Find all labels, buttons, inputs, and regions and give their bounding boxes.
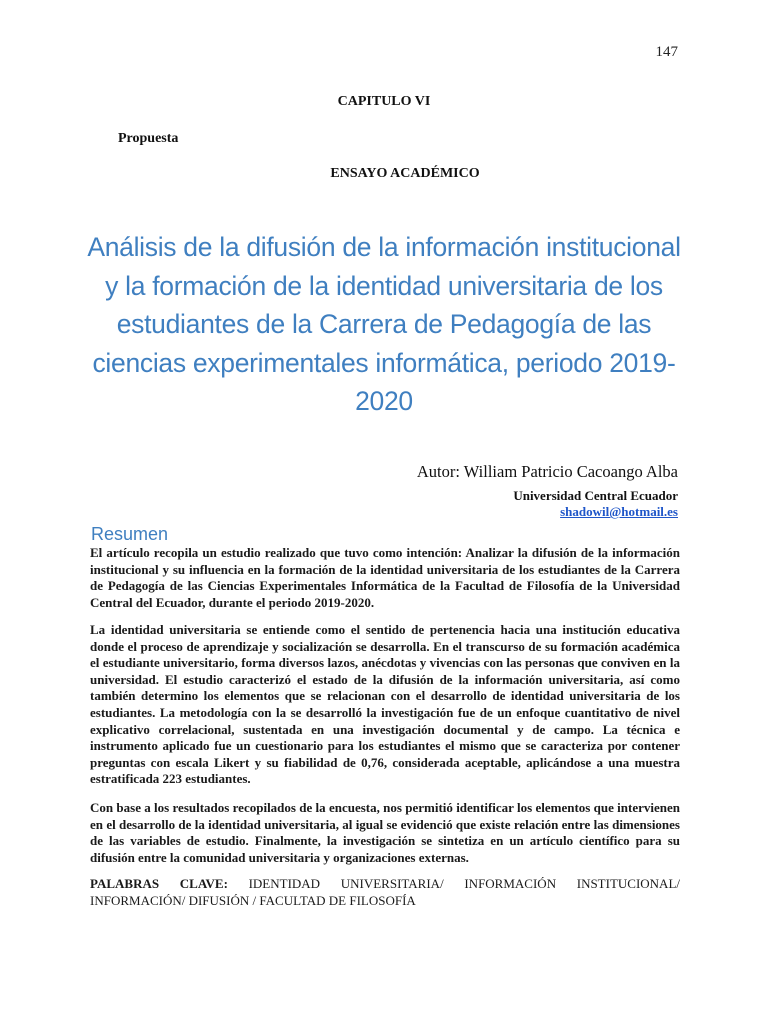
genre-heading: ENSAYO ACADÉMICO xyxy=(330,166,480,181)
email-link[interactable]: shadowil@hotmail.es xyxy=(560,504,678,519)
author-line: Autor: William Patricio Cacoango Alba xyxy=(416,462,678,481)
abstract-heading: Resumen xyxy=(91,524,169,544)
abstract-paragraph-3: Con base a los resultados recopilados de la encuesta, nos permitió identificar los elementos que intervienen en el desarrollo de la identidad universitaria, al igual se evidenció que existe relación entre las dimensiones de las variables de estudio. Finalmente, la investigación se sintetiza en un artículo científico para su difusión entre la comunidad universitaria y organizaciones externas. xyxy=(90,800,680,865)
chapter-heading: CAPITULO VI xyxy=(337,94,431,109)
abstract-paragraph-2: La identidad universitaria se entiende como el sentido de pertenencia hacia una institución educativa donde el proceso de aprendizaje y socialización se desarrolla. En el transcurso de su formación académica el estudiante universitario, forma diversos lazos, anécdotas y vivencias con las personas que conviven en la universidad. El estudio caracterizó el estado de la difusión de la información universitaria, así como también determino los elementos que se relacionan con el desarrollo de identidad universitaria de los estudiantes. La metodología con la se desarrolló la investigación fue de un enfoque cuantitativo de nivel explicativo correlacional, sustentada en una investigación documental y de campo. La técnica e instrumento aplicado fue un cuestionario para los estudiantes el mismo que se caracteriza por contener preguntas con escala Likert y su fiabilidad de 0,76, considerada aceptable, aplicándose a una muestra estratificada 223 estudiantes. xyxy=(90,622,680,787)
section-heading: Propuesta xyxy=(118,131,179,146)
keywords-label: PALABRAS CLAVE: xyxy=(90,876,228,891)
affiliation: Universidad Central Ecuador xyxy=(513,488,678,503)
abstract-paragraph-1: El artículo recopila un estudio realizado que tuvo como intención: Analizar la difusión de la información institucional y su influencia en la formación de la identidad universitaria de los estudiantes de la Carrera de Pedagogía de las Ciencias Experimentales Informática de la Facultad de Filosofía de la Universidad Central del Ecuador, durante el periodo 2019-2020. xyxy=(90,545,680,610)
keywords-text: IDENTIDAD UNIVERSITARIA/ INFORMACIÓN INSTITUCIONAL/ INFORMACIÓN/ DIFUSIÓN / FACULTAD DE FILOSOFÍA xyxy=(90,876,680,908)
article-title: Análisis de la difusión de la información institucional y la formación de la identidad universitaria de los estudiantes de la Carrera de Pedagogía de las ciencias experimentales informática, periodo 2019-2020 xyxy=(87,232,681,416)
page-number: 147 xyxy=(655,44,678,60)
keywords xyxy=(90,876,680,909)
